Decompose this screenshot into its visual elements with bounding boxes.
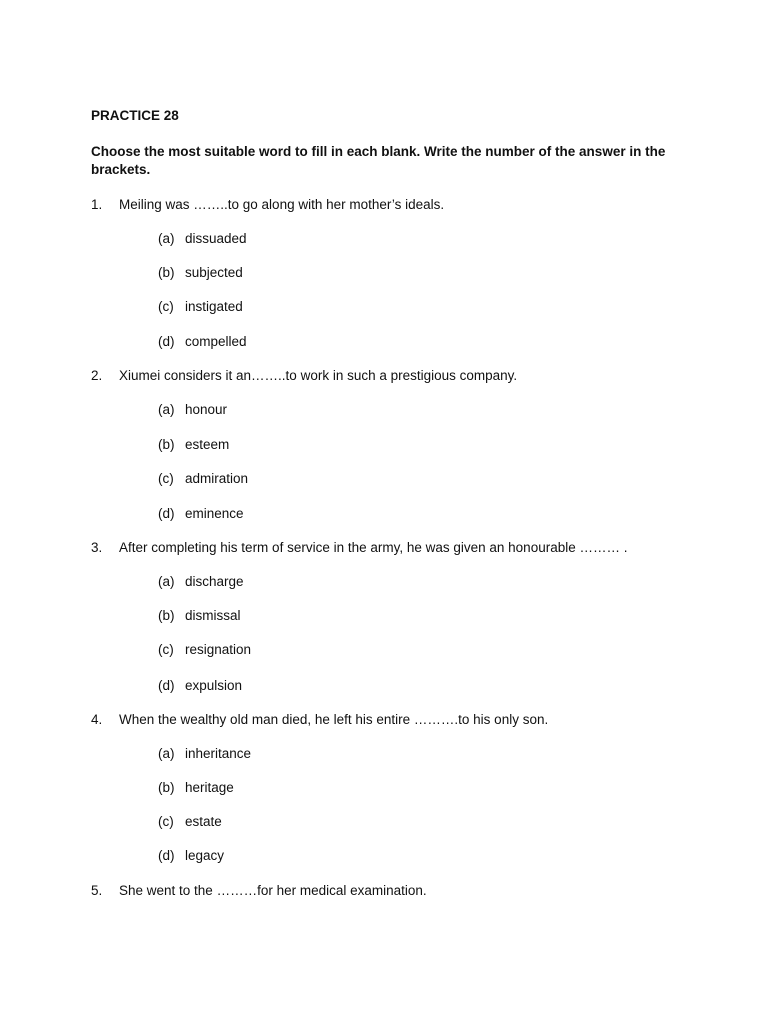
option-letter: (b)	[158, 780, 175, 795]
option-letter: (d)	[158, 334, 175, 349]
option-text: expulsion	[185, 678, 243, 693]
question-number: 5.	[91, 883, 103, 898]
option-letter: (d)	[158, 506, 175, 521]
option-text: legacy	[185, 848, 225, 863]
option-text: compelled	[185, 334, 247, 349]
option-letter: (b)	[158, 608, 175, 623]
option-letter: (c)	[158, 471, 174, 486]
question-2-option-d	[158, 506, 244, 522]
option-text: eminence	[185, 506, 244, 521]
option-letter: (a)	[158, 231, 175, 246]
question-2-option-b	[158, 437, 229, 453]
option-text: subjected	[185, 265, 243, 280]
question-1-option-c	[158, 299, 243, 315]
question-number: 1.	[91, 197, 103, 212]
option-letter: (a)	[158, 402, 175, 417]
page-title: PRACTICE 28	[91, 108, 179, 123]
question-3-option-c	[158, 642, 251, 658]
question-text: When the wealthy old man died, he left his entire ……….to his only son.	[119, 712, 549, 727]
option-letter: (d)	[158, 678, 175, 693]
option-letter: (a)	[158, 574, 175, 589]
question-number: 2.	[91, 368, 103, 383]
question-4-option-c	[158, 814, 222, 830]
option-text: instigated	[185, 299, 243, 314]
question-2-option-a	[158, 402, 227, 418]
option-letter: (c)	[158, 814, 174, 829]
question-number: 4.	[91, 712, 103, 727]
question-text: She went to the ………for her medical examination.	[119, 883, 427, 898]
option-text: discharge	[185, 574, 244, 589]
option-text: dissuaded	[185, 231, 247, 246]
option-text: resignation	[185, 642, 252, 657]
question-4	[91, 712, 548, 728]
option-text: heritage	[185, 780, 234, 795]
question-number: 3.	[91, 540, 103, 555]
question-3-option-d	[158, 678, 242, 694]
question-1-option-b	[158, 265, 243, 281]
question-3	[91, 540, 627, 556]
question-3-option-a	[158, 574, 244, 590]
question-1	[91, 197, 444, 213]
option-letter: (b)	[158, 437, 175, 452]
question-text: After completing his term of service in the army, he was given an honourable ……… .	[119, 540, 628, 555]
question-5	[91, 883, 427, 899]
question-1-option-a	[158, 231, 247, 247]
question-2-option-c	[158, 471, 248, 487]
question-text: Xiumei considers it an……..to work in such a prestigious company.	[119, 368, 518, 383]
option-text: estate	[185, 814, 222, 829]
question-text: Meiling was ……..to go along with her mother’s ideals.	[119, 197, 445, 212]
option-letter: (a)	[158, 746, 175, 761]
question-4-option-a	[158, 746, 251, 762]
question-4-option-b	[158, 780, 234, 796]
option-text: inheritance	[185, 746, 252, 761]
option-letter: (c)	[158, 642, 174, 657]
question-4-option-d	[158, 848, 224, 864]
question-3-option-b	[158, 608, 241, 624]
option-letter: (c)	[158, 299, 174, 314]
option-letter: (d)	[158, 848, 175, 863]
option-text: honour	[185, 402, 228, 417]
option-text: dismissal	[185, 608, 241, 623]
instructions-text: Choose the most suitable word to fill in each blank. Write the number of the answer in the brackets.	[91, 144, 666, 177]
question-2	[91, 368, 517, 384]
question-1-option-d	[158, 334, 247, 350]
option-text: esteem	[185, 437, 230, 452]
option-text: admiration	[185, 471, 249, 486]
option-letter: (b)	[158, 265, 175, 280]
